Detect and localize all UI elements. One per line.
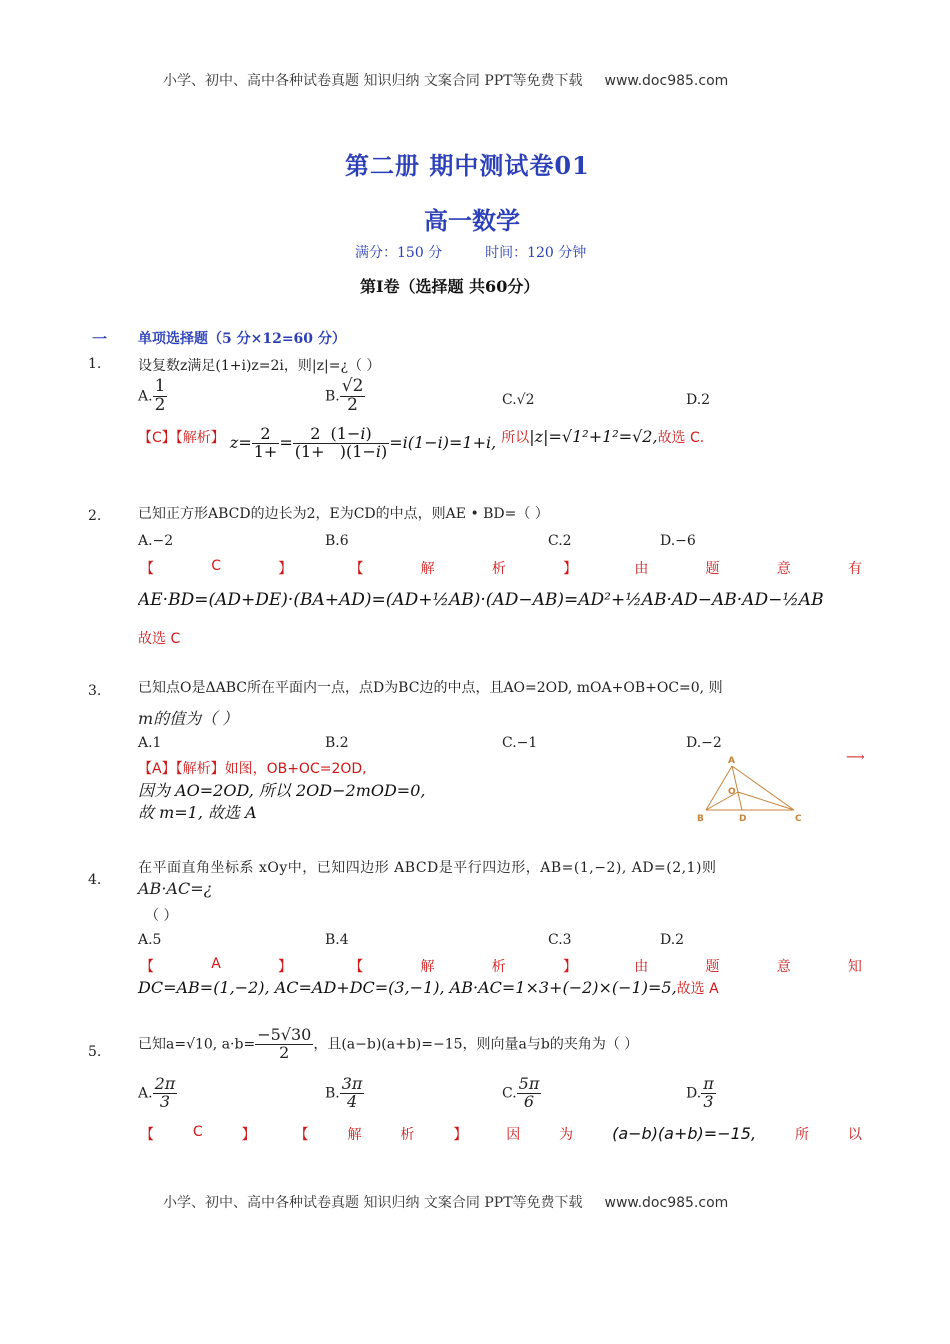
q3-number: 3.	[88, 683, 102, 699]
q3-answer-line2: 因为 AO=2OD, 所以 2OD−2mOD=0,	[138, 781, 426, 800]
q3-option-b[interactable]: B.2	[325, 735, 349, 751]
q3-option-a[interactable]: A.1	[138, 735, 162, 751]
q4-number: 4.	[88, 872, 102, 888]
label-c: C	[795, 814, 802, 824]
q2-number: 2.	[88, 508, 102, 524]
q4-option-a[interactable]: A.5	[138, 932, 162, 948]
label-d: D	[739, 814, 747, 824]
q4-option-b[interactable]: B.4	[325, 932, 349, 948]
q3-option-d[interactable]: D.−2	[686, 735, 722, 751]
q1-answer-tag: 【C】【解析】	[138, 429, 225, 446]
q3-stem-line2: m的值为（ ）	[138, 709, 239, 728]
q2-option-b[interactable]: B.6	[325, 533, 349, 549]
q5-stem: 已知a=√10, a·b= $\frac{-5√30}{2}$ ，且(a−b)(a+b)=−15，则向量a与b的夹角为（ ）	[138, 1025, 639, 1062]
q4-answer-math: DC=AB=(1,−2), AC=AD+DC=(3,−1), AB·AC=1×3+(−2)×(−1)=5,故选 A	[138, 978, 719, 997]
exam-meta	[355, 242, 586, 262]
q4-stem-line2: AB·AC=¿	[138, 879, 213, 898]
q3-answer-line3: 故 m=1, 故选 A	[138, 803, 257, 822]
page-subtitle: 高一数学	[424, 206, 520, 235]
page-title: 第二册 期中测试卷01	[345, 151, 590, 180]
q1-stem: 设复数z满足(1+i)z=2i，则|z|=¿（ ）	[138, 358, 381, 374]
q1-number: 1.	[88, 356, 102, 372]
q1-option-a[interactable]: A. $\frac{1}{2}$	[138, 376, 166, 415]
vector-arrow-icon: ⟶	[846, 750, 865, 765]
q1-option-b[interactable]: B. $\frac{√2}{2}$	[325, 376, 364, 415]
q2-answer-math: AE·BD=(AD+DE)·(BA+AD)=(AD+½AB)·(AD−AB)=AD²+½AB·AD−AB·AD−½AB	[138, 590, 824, 610]
q3-answer-line1: 【A】【解析】如图，OB+OC=2OD,	[138, 761, 367, 777]
q4-option-c[interactable]: C.3	[548, 932, 572, 948]
q1-answer: 【C】【解析】 z= $\frac{2}{1+}$ = $\frac{2 (1-i)}{(1+ )(1-i)}$ =i(1−i)=1+i, 所以|z|=√1²+1²=√2,故选 C.	[138, 424, 705, 461]
volume-heading: 第Ⅰ卷（选择题 共60分）	[360, 277, 540, 296]
page-header	[163, 70, 728, 90]
q2-option-d[interactable]: D.−6	[660, 533, 696, 549]
label-a: A	[728, 756, 735, 766]
q2-answer-tag: 【 C 】 【 解 析 】 由 题 意 有	[140, 558, 862, 577]
segment-oc	[738, 792, 794, 810]
section-number: 一	[92, 330, 108, 348]
q5-option-d[interactable]: D. $\frac{\pi}{3}$	[686, 1074, 714, 1111]
q2-stem: 已知正方形ABCD的边长为2，E为CD的中点，则AE • BD=（ ）	[138, 506, 549, 522]
q5-option-a[interactable]: A. $\frac{2\pi}{3}$	[138, 1074, 176, 1111]
q2-option-a[interactable]: A.−2	[138, 533, 174, 549]
q2-option-c[interactable]: C.2	[548, 533, 572, 549]
q3-triangle-figure	[690, 752, 810, 826]
q4-blank: （ ）	[145, 908, 178, 924]
q4-option-d[interactable]: D.2	[660, 932, 685, 948]
page-footer	[163, 1192, 728, 1212]
exam-time: 时间：120 分钟	[485, 245, 587, 261]
q4-answer-tag: 【 A 】 【 解 析 】 由 题 意 知	[140, 956, 862, 975]
q5-option-b[interactable]: B. $\frac{3\pi}{4}$	[325, 1074, 363, 1111]
q5-number: 5.	[88, 1044, 102, 1060]
q1-option-d[interactable]: D.2	[686, 392, 711, 408]
footer-text: 小学、初中、高中各种试卷真题 知识归纳 文案合同 PPT等免费下载	[163, 1195, 583, 1211]
label-o: O	[728, 787, 736, 797]
header-url[interactable]: www.doc985.com	[604, 73, 729, 89]
section-label: 单项选择题（5 分×12=60 分）	[138, 331, 346, 347]
full-score: 满分：150 分	[355, 245, 443, 261]
q4-stem: 在平面直角坐标系 xOy中，已知四边形 ABCD是平行四边形，AB=(1,−2), AD=(2,1)则	[138, 860, 717, 876]
q3-option-c[interactable]: C.−1	[502, 735, 538, 751]
q1-option-c[interactable]: C.√2	[502, 392, 535, 408]
q2-answer-end: 故选 C	[138, 631, 181, 647]
header-text: 小学、初中、高中各种试卷真题 知识归纳 文案合同 PPT等免费下载	[163, 73, 583, 89]
q5-option-c[interactable]: C. $\frac{5\pi}{6}$	[502, 1074, 540, 1111]
q5-answer-tag: 【 C 】 【 解 析 】 因 为 (a−b)(a+b)=−15, 所 以	[140, 1124, 862, 1143]
edge-ac	[732, 766, 794, 810]
footer-url[interactable]: www.doc985.com	[604, 1195, 729, 1211]
label-b: B	[697, 814, 704, 824]
q3-stem: 已知点O是ΔABC所在平面内一点，点D为BC边的中点，且AO=2OD, mOA+OB+OC=0, 则	[138, 680, 723, 696]
